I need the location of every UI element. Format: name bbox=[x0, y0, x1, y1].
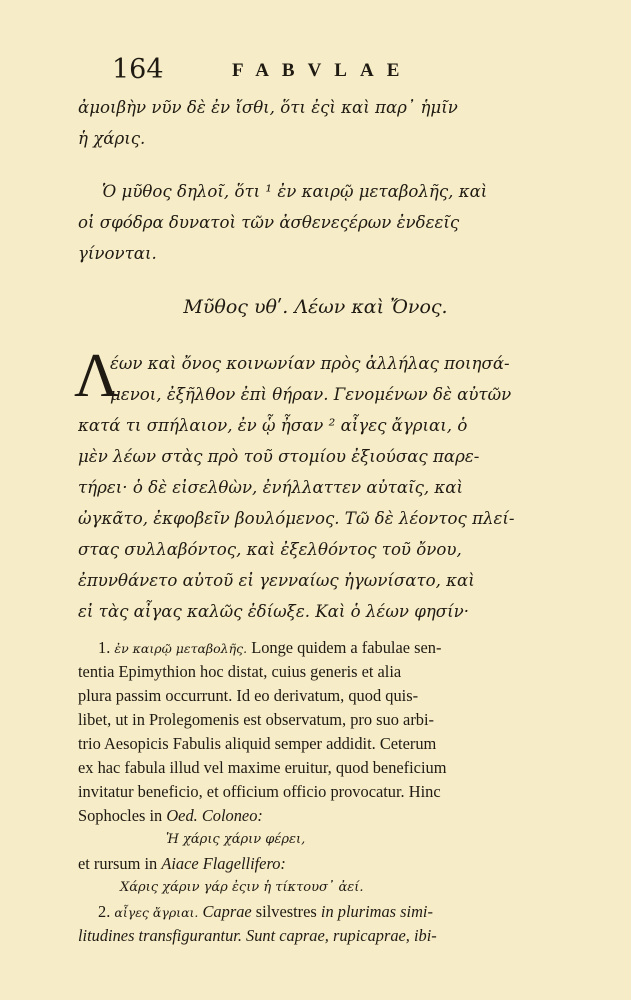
text-line: εἰ τὰς αἶγας καλῶς ἐδίωξε. Καὶ ὁ λέων φησίν· bbox=[78, 602, 469, 621]
footnote-marker: 2. bbox=[98, 902, 111, 921]
footnote-text: et rursum in bbox=[78, 854, 158, 873]
text-line: ὠγκᾶτο, ἐκφοβεῖν βουλόμενος. Τῶ δὲ λέοντος πλεί- bbox=[78, 509, 515, 528]
footnote-text: Caprae bbox=[202, 902, 252, 921]
footnote-line: plura passim occurrunt. Id eo derivatum, quod quis- bbox=[78, 686, 419, 705]
text-line: γίνονται. bbox=[78, 244, 157, 263]
footnote-line: trio Aesopicis Fabulis aliquid semper addidit. Ceterum bbox=[78, 734, 437, 753]
footnote-line bbox=[78, 900, 570, 924]
footnotes bbox=[78, 636, 570, 948]
intro-text bbox=[78, 92, 568, 154]
text-line: έων καὶ ὄνος κοινωνίαν πρὸς ἀλλήλας ποιησά- bbox=[110, 354, 510, 373]
text-line: τήρει· ὁ δὲ εἰσελθὼν, ἐνήλλαττεν αὐταῖς, καὶ bbox=[78, 478, 464, 497]
footnote-text: silvestres bbox=[255, 902, 317, 921]
footnote-line bbox=[78, 804, 570, 828]
footnote-line bbox=[78, 852, 570, 876]
footnote-lemma: αἶγες ἄγριαι. bbox=[114, 905, 199, 920]
footnote-line: litudines transfigurantur. Sunt caprae, rupicaprae, ibi- bbox=[78, 926, 437, 945]
fable-title: Μῦθος υθʹ. Λέων καὶ Ὄνος. bbox=[183, 296, 448, 318]
text-line: ἐπυνθάνετο αὐτοῦ εἰ γενναίως ἠγωνίσατο, καὶ bbox=[78, 571, 475, 590]
footnote-line bbox=[78, 636, 570, 660]
work-title: Oed. Coloneo: bbox=[166, 806, 263, 825]
text-line: Ὁ μῦθος δηλοῖ, ὅτι ¹ ἐν καιρῷ μεταβολῆς, καὶ bbox=[102, 182, 488, 201]
footnote-text: Longe quidem a fabulae sen- bbox=[251, 638, 442, 657]
footnote-text: in plurimas simi- bbox=[320, 902, 433, 921]
drop-capital: Λ bbox=[74, 342, 119, 410]
page-number: 164 bbox=[112, 54, 164, 85]
text-line: ἀμοιβὴν νῦν δὲ ἐν ἴσθι, ὅτι ἐςὶ καὶ παρ᾽ ἡμῖν bbox=[78, 98, 458, 117]
text-line: οἱ σφόδρα δυνατοὶ τῶν ἀσθενεςέρων ἐνδεεῖς bbox=[78, 213, 460, 232]
moral-text bbox=[78, 176, 568, 269]
footnote-lemma: ἐν καιρῷ μεταβολῆς. bbox=[114, 641, 248, 656]
text-line: ἡ χάρις. bbox=[78, 129, 146, 148]
work-title: Aiace Flagellifero: bbox=[161, 854, 286, 873]
text-line: μενοι, ἐξῆλθον ἐπὶ θήραν. Γενομένων δὲ αὐτῶν bbox=[110, 385, 512, 404]
footnote-text: Sophocles in bbox=[78, 806, 163, 825]
text-line: κατά τι σπήλαιον, ἐν ᾧ ἦσαν ² αἶγες ἄγριαι, ὁ bbox=[78, 416, 468, 435]
quotation-line: Χάρις χάριν γάρ ἐςιν ἡ τίκτουσ᾽ ἀεί. bbox=[120, 880, 364, 895]
footnote-line: tentia Epimythion hoc distat, cuius generis et alia bbox=[78, 662, 402, 681]
footnote-line: ex hac fabula illud vel maxime eruitur, quod beneficium bbox=[78, 758, 447, 777]
text-line: μὲν λέων στὰς πρὸ τοῦ στομίου ἐξιούσας παρε- bbox=[78, 447, 480, 466]
running-head bbox=[112, 54, 562, 88]
fable-text bbox=[78, 348, 568, 627]
running-title: FABVLAE bbox=[232, 60, 413, 81]
footnote-line: invitatur beneficio, et officium officio provocatur. Hinc bbox=[78, 782, 441, 801]
footnote-marker: 1. bbox=[98, 638, 111, 657]
quotation-line: Ἡ χάρις χάριν φέρει, bbox=[166, 832, 306, 847]
footnote-line: libet, ut in Prolegomenis est observatum, pro suo arbi- bbox=[78, 710, 434, 729]
text-line: στας συλλαβόντος, καὶ ἐξελθόντος τοῦ ὄνου, bbox=[78, 540, 462, 559]
